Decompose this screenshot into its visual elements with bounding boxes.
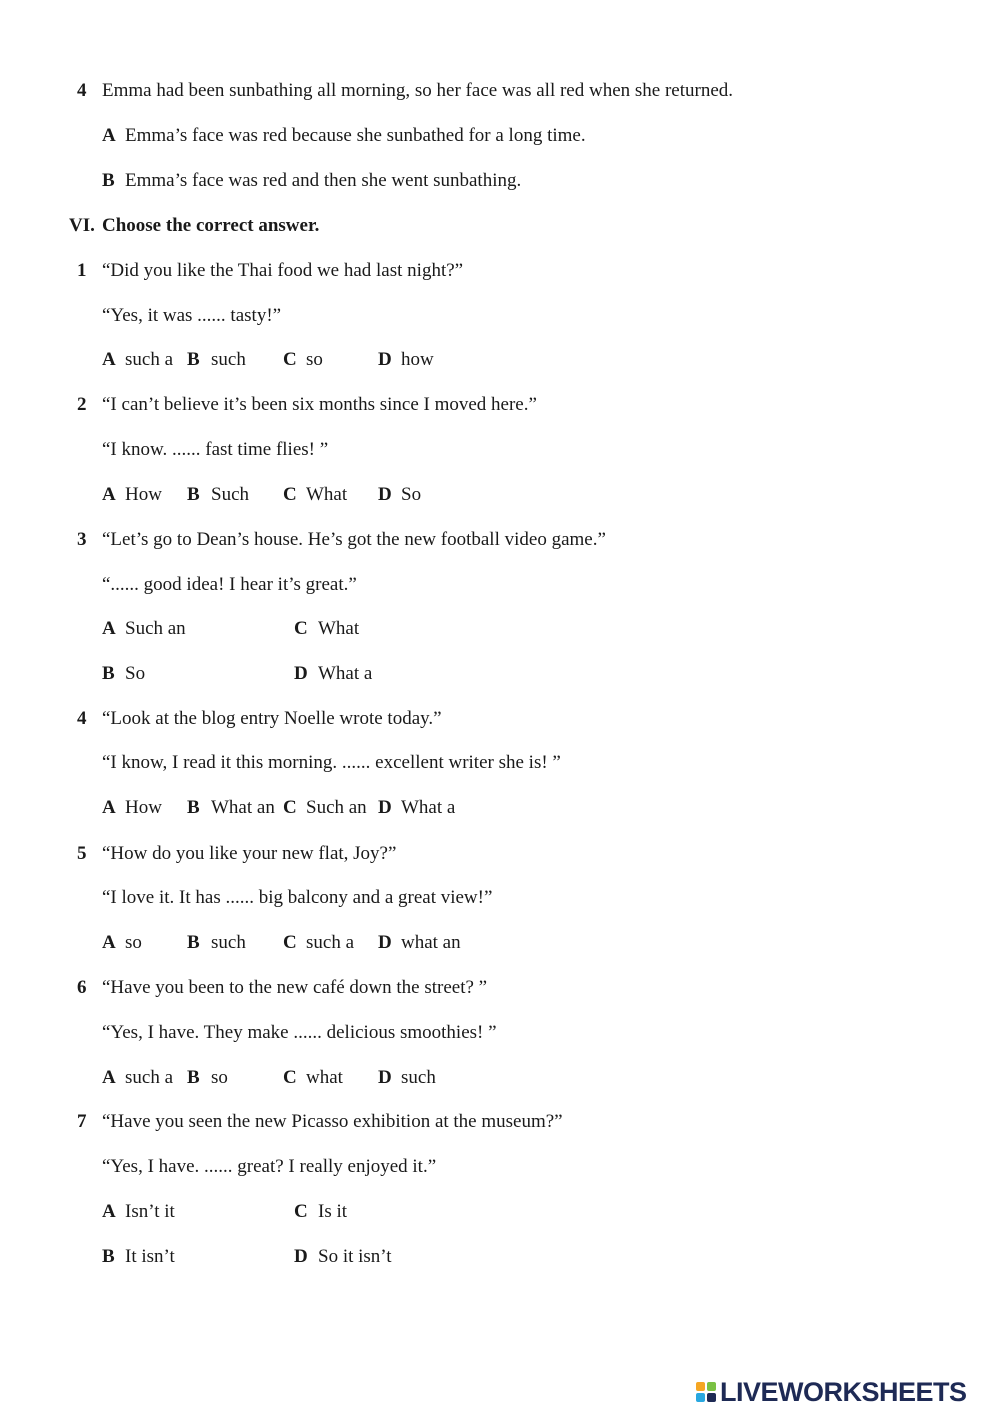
option-d-letter: D — [378, 797, 392, 818]
question-line-2: “Yes, I have. They make ...... delicious smoothies! ” — [102, 1022, 497, 1043]
question-number: 6 — [77, 977, 87, 998]
option-c-text[interactable]: so — [306, 349, 323, 370]
question-line-1: “Let’s go to Dean’s house. He’s got the new football video game.” — [102, 529, 606, 550]
option-a-text[interactable]: such a — [125, 349, 174, 370]
option-c-text[interactable]: Is it — [318, 1201, 348, 1222]
option-b-text[interactable]: Such — [211, 484, 249, 505]
liveworksheets-logo-icon — [696, 1382, 716, 1402]
question-number: 4 — [77, 708, 87, 729]
option-a-letter: A — [102, 349, 116, 370]
option-b-text[interactable]: So — [125, 663, 146, 684]
option-d-text[interactable]: such — [401, 1067, 436, 1088]
option-c-text[interactable]: Such an — [306, 797, 367, 818]
option-d-text[interactable]: how — [401, 349, 434, 370]
option-c-text[interactable]: What — [318, 618, 360, 639]
option-c-text[interactable]: such a — [306, 932, 355, 953]
option-d-text[interactable]: What a — [318, 663, 373, 684]
option-c-letter: C — [283, 1067, 297, 1088]
prev-option-a-letter: A — [102, 125, 116, 146]
question-number: 5 — [77, 843, 87, 864]
option-d-text[interactable]: what an — [401, 932, 461, 953]
option-d-text[interactable]: What a — [401, 797, 456, 818]
option-d-letter: D — [294, 1246, 308, 1267]
option-b-text[interactable]: such — [211, 932, 246, 953]
question-line-2: “I know, I read it this morning. ...... excellent writer she is! ” — [102, 752, 561, 773]
question-line-1: “Did you like the Thai food we had last night?” — [102, 260, 464, 281]
question-line-1: “Have you been to the new café down the street? ” — [102, 977, 488, 998]
option-a-text[interactable]: such a — [125, 1067, 174, 1088]
question-line-2: “Yes, it was ...... tasty!” — [102, 305, 282, 326]
option-a-letter: A — [102, 1201, 116, 1222]
option-b-text[interactable]: such — [211, 349, 246, 370]
prev-option-a-text[interactable]: Emma’s face was red because she sunbathed for a long time. — [125, 125, 586, 146]
option-b-letter: B — [102, 663, 115, 684]
option-b-letter: B — [187, 932, 200, 953]
option-c-letter: C — [283, 349, 297, 370]
option-a-text[interactable]: How — [125, 484, 162, 505]
prev-question-text: Emma had been sunbathing all morning, so her face was all red when she returned. — [102, 80, 734, 101]
option-a-letter: A — [102, 932, 116, 953]
option-c-letter: C — [294, 618, 308, 639]
option-d-text[interactable]: So it isn’t — [318, 1246, 392, 1267]
option-d-letter: D — [294, 663, 308, 684]
question-number: 2 — [77, 394, 87, 415]
option-c-letter: C — [294, 1201, 308, 1222]
question-line-2: “I love it. It has ...... big balcony and a great view!” — [102, 887, 493, 908]
option-d-letter: D — [378, 1067, 392, 1088]
question-line-2: “I know. ...... fast time flies! ” — [102, 439, 329, 460]
option-c-letter: C — [283, 484, 297, 505]
option-b-letter: B — [187, 484, 200, 505]
question-number: 7 — [77, 1111, 87, 1132]
option-c-letter: C — [283, 797, 297, 818]
option-b-letter: B — [187, 349, 200, 370]
question-line-1: “Have you seen the new Picasso exhibition at the museum?” — [102, 1111, 563, 1132]
option-b-text[interactable]: It isn’t — [125, 1246, 175, 1267]
prev-option-b-letter: B — [102, 170, 115, 191]
option-b-text[interactable]: What an — [211, 797, 275, 818]
section-number: VI. — [69, 215, 95, 236]
option-a-text[interactable]: Isn’t it — [125, 1201, 175, 1222]
option-b-letter: B — [187, 1067, 200, 1088]
option-c-text[interactable]: what — [306, 1067, 343, 1088]
option-b-letter: B — [102, 1246, 115, 1267]
option-a-text[interactable]: How — [125, 797, 162, 818]
option-c-text[interactable]: What — [306, 484, 348, 505]
option-a-text[interactable]: so — [125, 932, 142, 953]
question-line-1: “Look at the blog entry Noelle wrote today.” — [102, 708, 442, 729]
question-line-1: “How do you like your new flat, Joy?” — [102, 843, 397, 864]
prev-option-b-text[interactable]: Emma’s face was red and then she went sunbathing. — [125, 170, 522, 191]
option-c-letter: C — [283, 932, 297, 953]
option-d-letter: D — [378, 932, 392, 953]
option-d-letter: D — [378, 484, 392, 505]
option-a-letter: A — [102, 797, 116, 818]
option-a-letter: A — [102, 618, 116, 639]
section-title: Choose the correct answer. — [102, 215, 320, 236]
prev-question-number: 4 — [77, 80, 87, 101]
option-a-letter: A — [102, 484, 116, 505]
option-b-letter: B — [187, 797, 200, 818]
question-number: 3 — [77, 529, 87, 550]
option-d-text[interactable]: So — [401, 484, 422, 505]
option-a-text[interactable]: Such an — [125, 618, 186, 639]
liveworksheets-logo[interactable] — [696, 1377, 967, 1407]
question-line-2: “Yes, I have. ...... great? I really enjoyed it.” — [102, 1156, 437, 1177]
question-number: 1 — [77, 260, 87, 281]
option-d-letter: D — [378, 349, 392, 370]
logo-text: LIVEWORKSHEETS — [720, 1376, 967, 1407]
question-line-1: “I can’t believe it’s been six months since I moved here.” — [102, 394, 537, 415]
option-b-text[interactable]: so — [211, 1067, 228, 1088]
option-a-letter: A — [102, 1067, 116, 1088]
question-line-2: “...... good idea! I hear it’s great.” — [102, 574, 357, 595]
